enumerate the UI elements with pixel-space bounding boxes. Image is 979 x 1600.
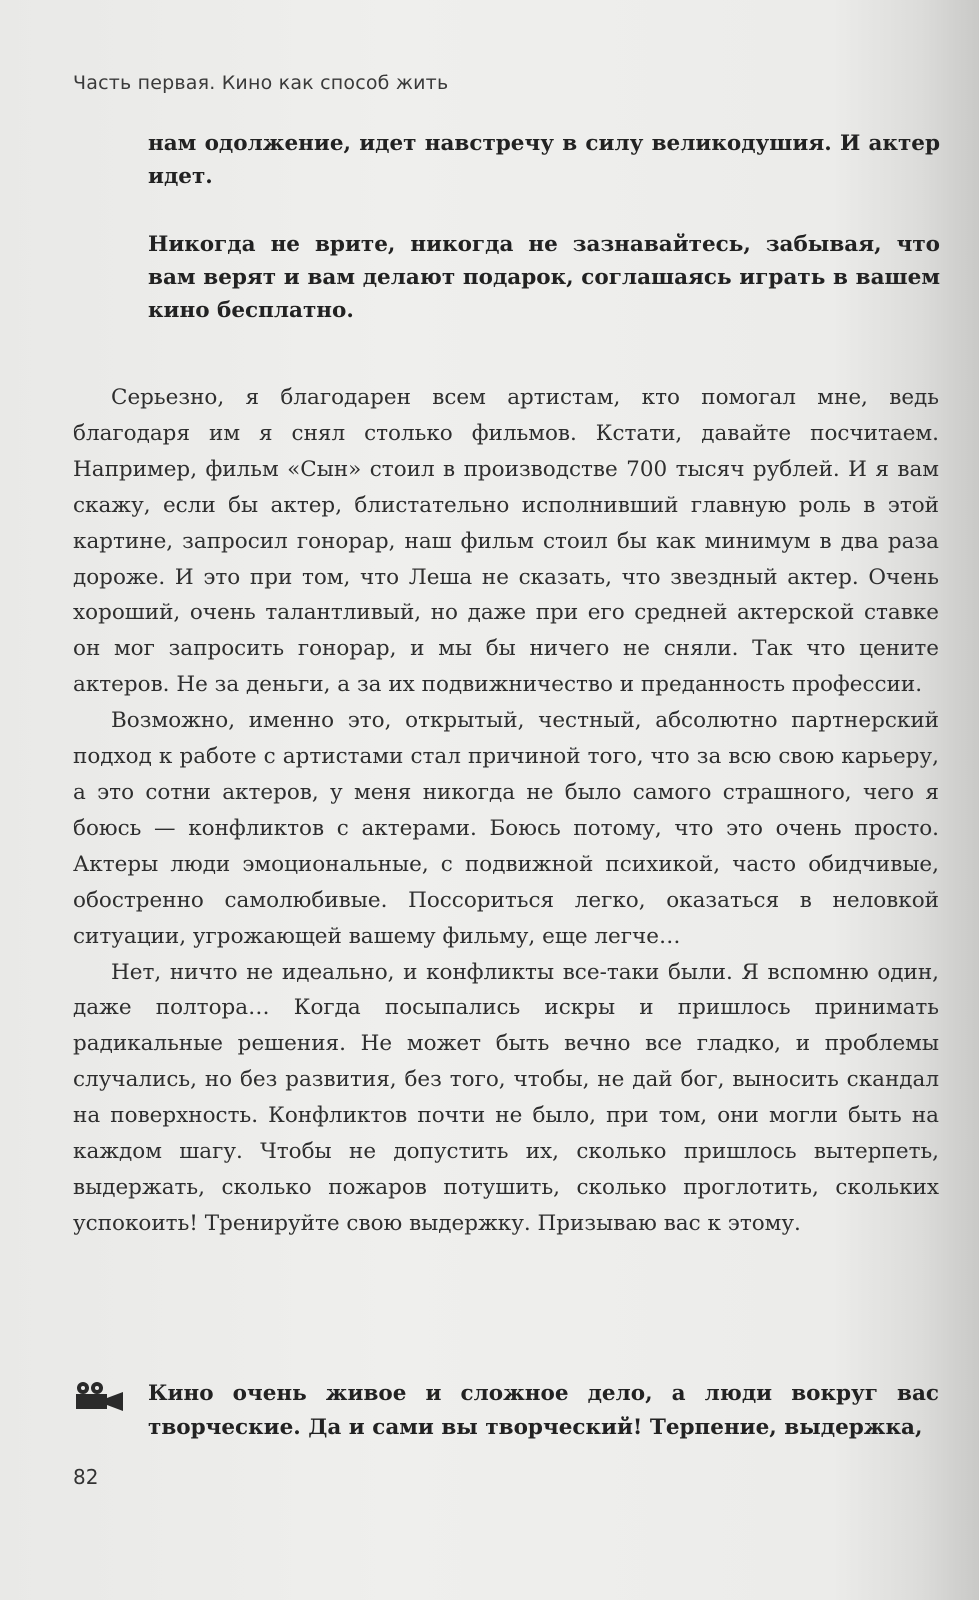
body-paragraph: Нет, ничто не идеально, и конфликты все-таки были. Я вспомню один, даже полтора… Когда посыпались искры и пришлось принимать радикальные решения. Не может быть вечно все гладко, и проблемы случались, но без развития, без того, чтобы, не дай бог, выносить скандал на поверхность. Конфликтов почти не было, при том, они могли быть на каждом шагу. Чтобы не допустить их, сколько пришлось вытерпеть, выдержать, сколько пожаров потушить, сколько проглотить, скольких успокоить! Тренируйте свою выдержку. Призываю вас к этому. xyxy=(73,959,939,1236)
body-text xyxy=(73,380,939,1242)
callout-block-bottom xyxy=(73,1377,939,1445)
callout-block-top xyxy=(148,127,940,327)
body-paragraph: Серьезно, я благодарен всем артистам, кто помогал мне, ведь благодаря им я снял столько фильмов. Кстати, давайте посчитаем. Например, фильм «Сын» стоил в производстве 700 тысяч рублей. И я вам скажу, если бы актер, блистательно исполнивший главную роль в этой картине, запросил гонорар, наш фильм стоил бы как минимум в два раза дороже. И это при том, что Леша не сказать, что звездный актер. Очень хороший, очень талантливый, но даже при его средней актерской ставке он мог запросить гонорар, и мы бы ничего не сняли. Так что цените актеров. Не за деньги, а за их подвижничество и преданность профессии. xyxy=(73,385,939,698)
running-head: Часть первая. Кино как способ жить xyxy=(73,72,449,94)
page-number: 82 xyxy=(73,1465,99,1489)
callout-paragraph: Никогда не врите, никогда не зазнавайтесь, забывая, что вам верят и вам делают подарок, соглашаясь играть в вашем кино бесплатно. xyxy=(148,232,940,323)
callout-paragraph: нам одолжение, идет навстречу в силу великодушия. И актер идет. xyxy=(148,131,940,189)
callout-bottom-text: Кино очень живое и сложное дело, а люди вокруг вас творческие. Да и сами вы творческий! Терпение, выдержка, xyxy=(148,1381,939,1440)
movie-camera-icon xyxy=(73,1381,125,1411)
body-paragraph: Возможно, именно это, открытый, честный, абсолютно партнерский подход к работе с артистами стал причиной того, что за всю свою карьеру, а это сотни актеров, у меня никогда не было самого страшного, чего я боюсь — конфликтов с актерами. Боюсь потому, что это очень просто. Актеры люди эмоциональные, с подвижной психикой, часто обидчивые, обостренно самолюбивые. Поссориться легко, оказаться в неловкой ситуации, угрожающей вашему фильму, еще легче… xyxy=(73,708,939,949)
